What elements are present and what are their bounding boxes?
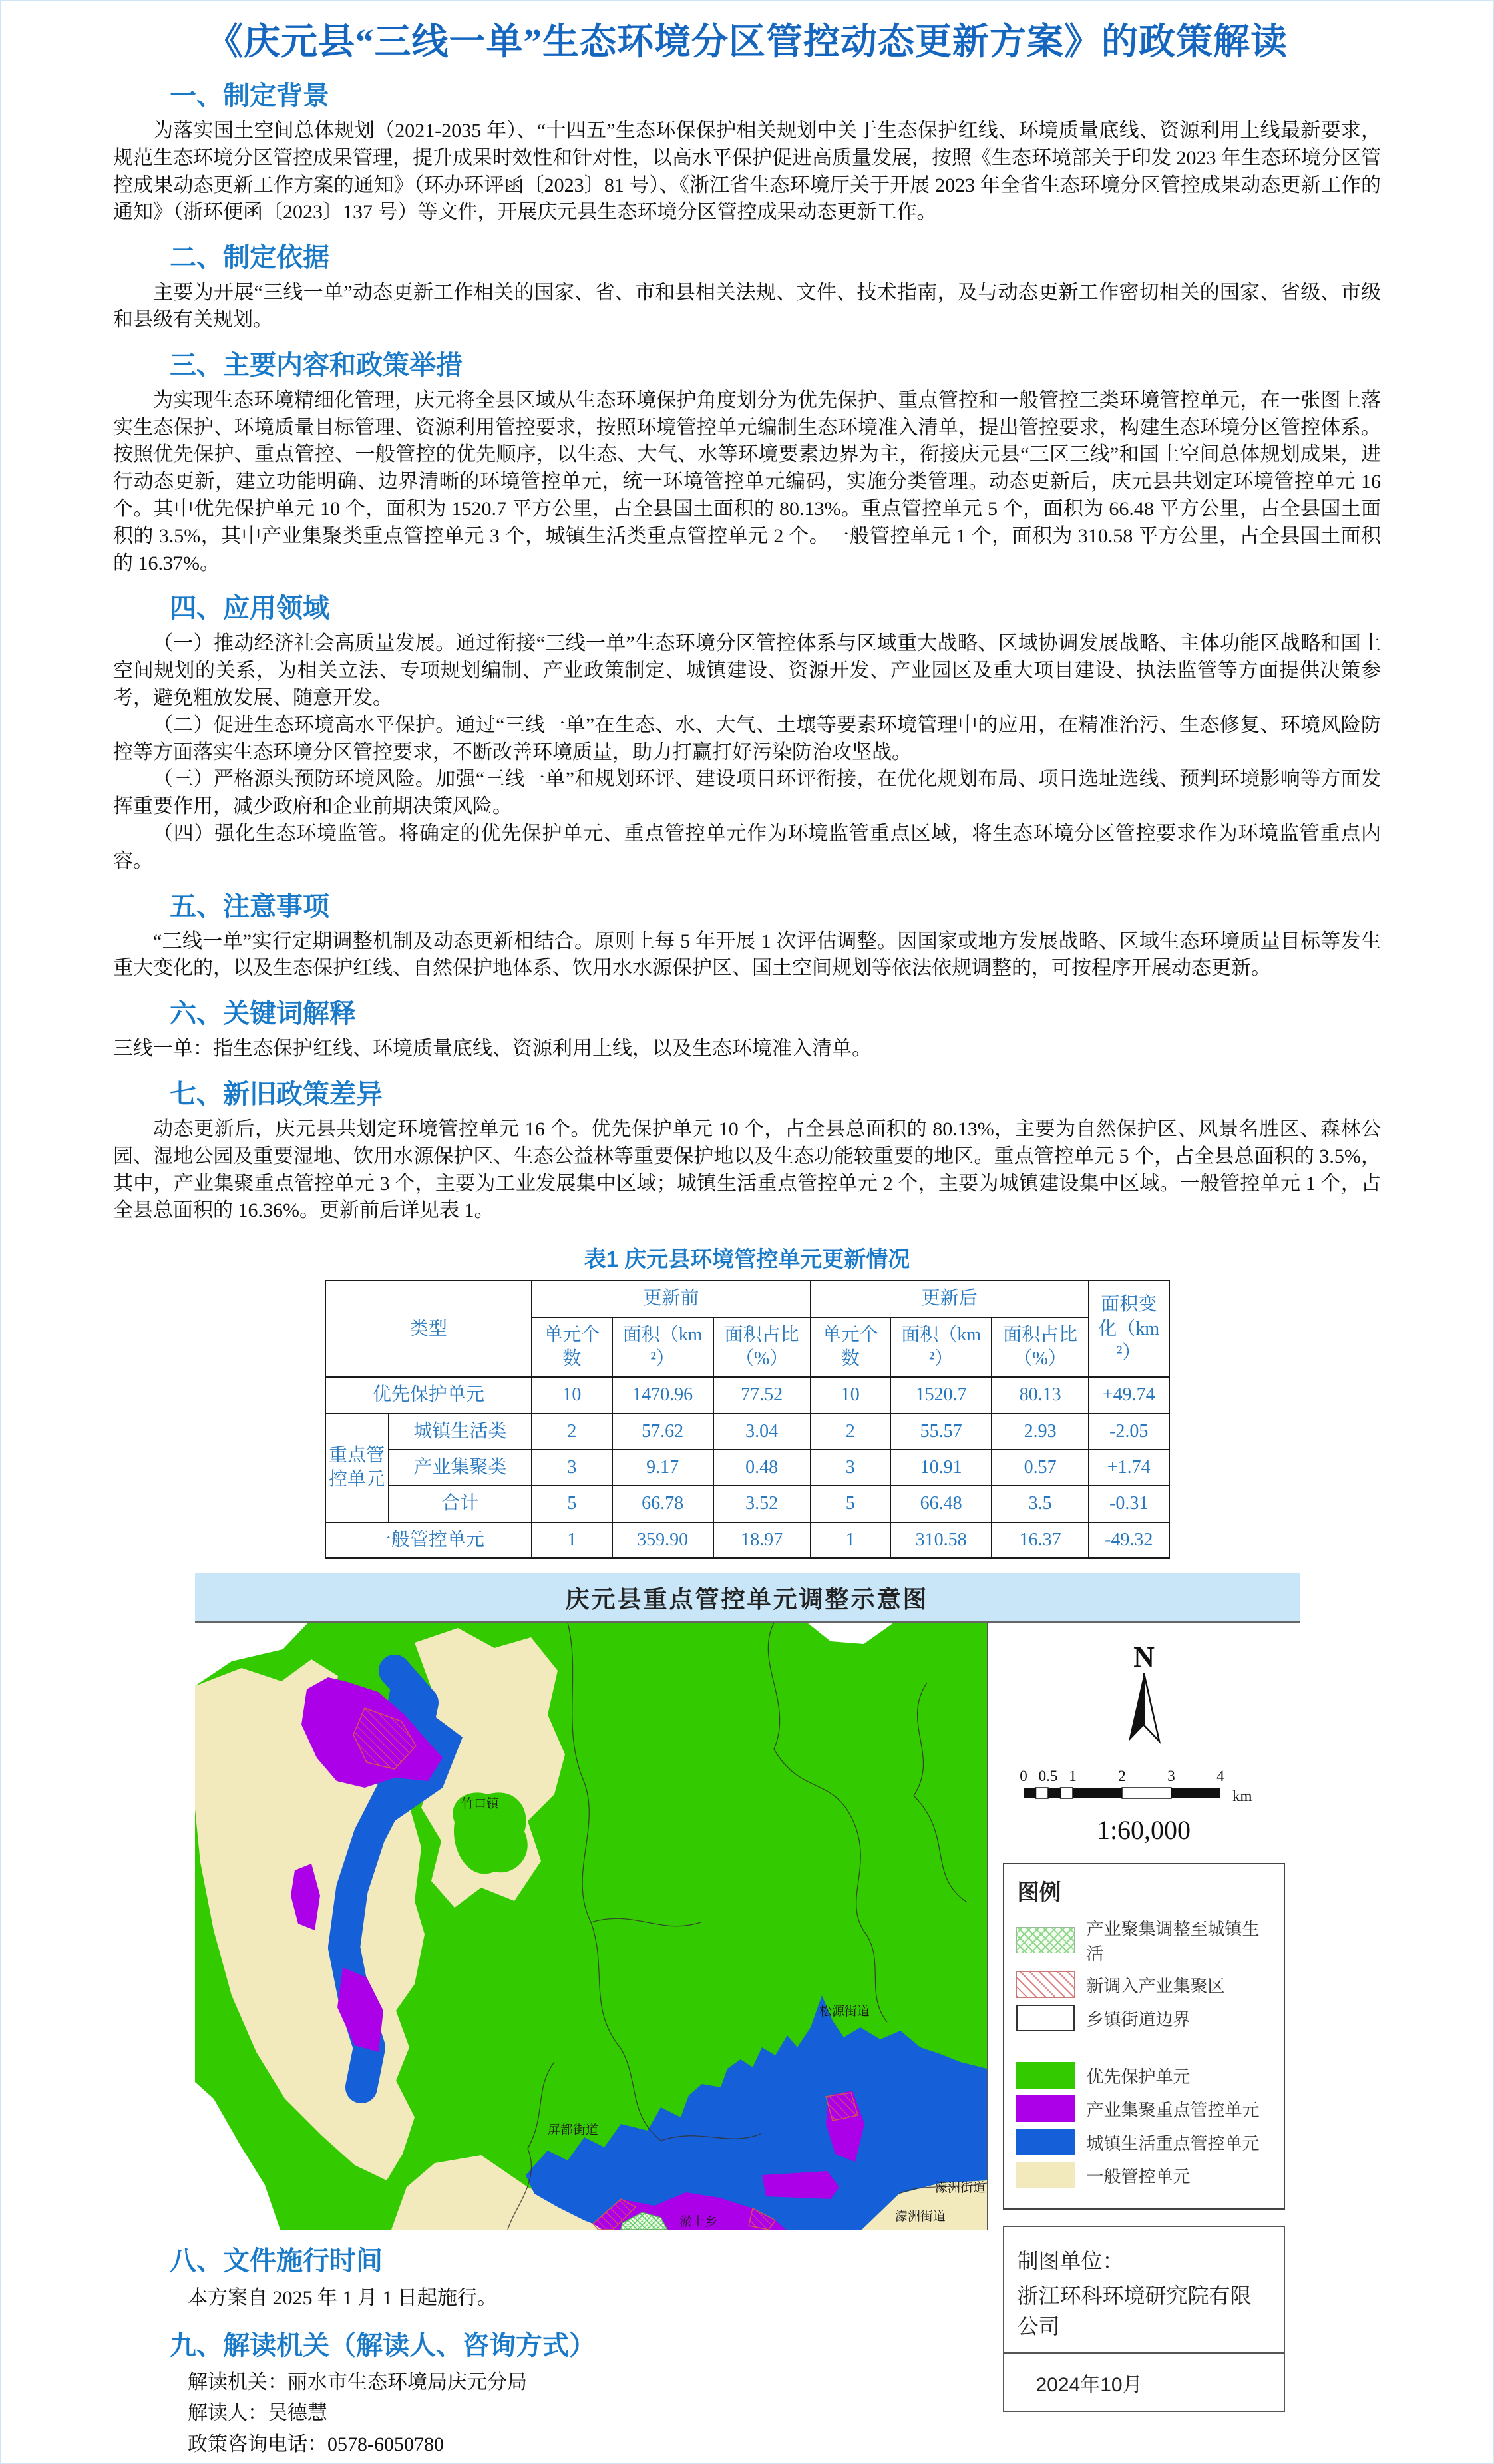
section-heading-background: 一、制定背景: [170, 81, 329, 110]
row-label: 优先保护单元: [325, 1377, 532, 1413]
cell: +49.74: [1089, 1377, 1169, 1413]
legend-item: [1016, 1971, 1272, 1998]
legend-item: [1016, 2162, 1272, 2188]
county-map: [195, 1623, 987, 2230]
section-heading-notes: 五、注意事项: [170, 891, 329, 921]
section-heading-policy-diff: 七、新旧政策差异: [170, 1079, 383, 1109]
scale-tick: 0.5: [1038, 1768, 1057, 1785]
section-heading-basis: 二、制定依据: [170, 243, 329, 273]
cell: 16.37: [992, 1522, 1089, 1558]
cell: 3: [811, 1450, 890, 1486]
section-paragraph: （一）推动经济社会高质量发展。通过衔接“三线一单”生态环境分区管控体系与区域重大战略、区域协调发展战略、主体功能区战略和国土空间规划的关系，为相关立法、专项规划编制、产业政策制定、城镇建设、资源开发、产业园区及重大项目建设、执法监管等方面提供决策参考，避免粗放发展、随意开发。: [113, 632, 1381, 709]
section-heading-application: 四、应用领域: [170, 594, 329, 624]
scale-bar: [1014, 1766, 1274, 1810]
cell: 0.57: [992, 1450, 1089, 1486]
interpreting-agency-line: 解读机关：丽水市生态环境局庆元分局: [188, 2371, 527, 2393]
cell: 10: [811, 1377, 890, 1413]
cell: 5: [532, 1486, 612, 1522]
scale-tick: 0: [1019, 1768, 1027, 1785]
scale-tick: 1: [1068, 1768, 1077, 1785]
legend-label: 产业聚集调整至城镇生活: [1086, 1920, 1260, 1964]
cell: 3.04: [713, 1414, 811, 1450]
col-header-unit-count: 单元个数: [811, 1317, 890, 1378]
legend-title: 图例: [1017, 1880, 1061, 1905]
cell: 10: [532, 1377, 612, 1413]
place-label-songyuan: 松源街道: [819, 2005, 870, 2019]
section-paragraph: 三线一单：指生态保护红线、环境质量底线、资源利用上线，以及生态环境准入清单。: [113, 1038, 872, 1060]
map-credit: [1003, 2226, 1285, 2412]
legend-item: [1016, 2095, 1272, 2122]
north-arrow-left: [1129, 1673, 1144, 1741]
cell: 77.52: [713, 1377, 811, 1413]
section-paragraph: （二）促进生态环境高水平保护。通过“三线一单”在生态、水、大气、土壤等要素环境管理中的应用，在精准治污、生态修复、环境风险防控等方面落实生态环境分区管控要求，不断改善环境质量，助力打赢打好污染防治攻坚战。: [113, 714, 1381, 763]
cell: 57.62: [612, 1414, 713, 1450]
swatch-new-industry-icon: [1016, 1971, 1075, 1998]
scale-tick: 4: [1216, 1768, 1224, 1785]
cell: 2: [811, 1414, 890, 1450]
section-heading-effective-date: 八、文件施行时间: [170, 2246, 383, 2276]
table-row: [325, 1377, 1169, 1413]
scale-unit: km: [1232, 1788, 1252, 1805]
cell: +1.74: [1089, 1450, 1169, 1486]
cell: 2.93: [992, 1414, 1089, 1450]
table-row: [325, 1450, 1169, 1486]
cell: 66.48: [890, 1486, 992, 1522]
col-header-area-change: 面积变化（km²）: [1089, 1281, 1169, 1377]
section-paragraph: 为落实国土空间总体规划（2021-2035 年）、“十四五”生态环保保护相关规划中关于生态保护红线、环境质量底线、资源利用上线最新要求，规范生态环境分区管控成果管理，提升成果时效性和针对性，以高水平保护促进高质量发展，按照《生态环境部关于印发 2023 年生态环境分区管控成果动态更新工作方案的通知》（环办环评函〔2023〕81 号）、《浙江省生态环境厅关于开展 2023 年全省生态环境分区管控成果动态更新工作的通知》（浙环便函〔2023〕137 号）等文件，开展庆元县生态环境分区管控成果动态更新工作。: [113, 120, 1381, 224]
col-header-after: 更新后: [811, 1281, 1089, 1317]
swatch-industry-to-urban-icon: [1016, 1927, 1075, 1953]
scale-tick: 3: [1167, 1768, 1175, 1785]
scale-ratio-text: 1:60,000: [1096, 1815, 1191, 1846]
map-region-industry-se-2: [762, 2171, 839, 2199]
cell: -0.31: [1089, 1486, 1169, 1522]
cell: 66.78: [612, 1486, 713, 1522]
scale-tick: 2: [1117, 1768, 1126, 1785]
consult-phone-line: 政策咨询电话：0578-6050780: [188, 2433, 444, 2455]
section-paragraph: （三）严格源头预防环境风险。加强“三线一单”和规划环评、建设项目环评衔接，在优化规划布局、项目选址选线、预判环境影响等方面发挥重要作用，减少政府和企业前期决策风险。: [113, 768, 1381, 818]
legend-item: [1016, 2062, 1272, 2089]
swatch-township-boundary-icon: [1016, 2005, 1075, 2031]
legend-item: [1016, 2129, 1272, 2155]
swatch-general-control-icon: [1016, 2162, 1075, 2188]
legend-item: [1016, 2005, 1272, 2031]
control-units-table: [325, 1280, 1170, 1559]
section-paragraph: 动态更新后，庆元县共划定环境管控单元 16 个。优先保护单元 10 个，占全县总面积的 80.13%，主要为自然保护区、风景名胜区、森林公园、湿地公园及重要湿地、饮用水源保护区、生态公益林等重要保护地以及生态功能较重要的地区。重点管控单元 5 个，占全县总面积的 3.5%，其中，产业集聚重点管控单元 3 个，主要为工业发展集中区域；城镇生活重点管控单元 2 个，主要为城镇建设集中区域。一般管控单元 1 个，占全县总面积的 16.36%。更新前后详见表 1。: [113, 1118, 1381, 1222]
legend-label: 乡镇街道边界: [1086, 2009, 1191, 2029]
cell: 1520.7: [890, 1377, 992, 1413]
swatch-priority-protection-icon: [1016, 2062, 1075, 2089]
legend-label: 优先保护单元: [1086, 2067, 1191, 2087]
document-body: [1, 81, 1493, 1559]
north-arrow-right: [1144, 1673, 1159, 1741]
section-heading-keywords: 六、关键词解释: [170, 999, 356, 1029]
legend-label: 一般管控单元: [1086, 2166, 1191, 2186]
place-label-mengzhou-east: 濛洲街道: [934, 2181, 986, 2196]
table-caption: 表1 庆元县环境管控单元更新情况: [584, 1247, 910, 1272]
table-row: [325, 1486, 1169, 1522]
place-label-pingdu: 屏都街道: [547, 2123, 598, 2138]
cell: 0.48: [713, 1450, 811, 1486]
col-header-type: 类型: [325, 1281, 532, 1377]
cell: 55.57: [890, 1414, 992, 1450]
map-title: 庆元县重点管控单元调整示意图: [195, 1573, 1300, 1623]
section-heading-main-content: 三、主要内容和政策举措: [170, 350, 463, 380]
legend-item: [1016, 1916, 1272, 1965]
table-row: [325, 1414, 1169, 1450]
map-legend: [1003, 1863, 1285, 2210]
north-arrow-icon: [1101, 1641, 1187, 1754]
section-heading-interpreting-agency: 九、解读机关（解读人、咨询方式）: [170, 2330, 596, 2360]
col-header-area: 面积（km²）: [612, 1317, 713, 1378]
legend-label: 新调入产业集聚区: [1086, 1976, 1225, 1996]
interpreter-line: 解读人：吴德慧: [188, 2402, 327, 2425]
cell: 359.90: [612, 1522, 713, 1558]
place-label-yushang: 淤上乡: [679, 2215, 717, 2230]
place-label-zhukou: 竹口镇: [461, 1797, 499, 1812]
cell: 18.97: [713, 1522, 811, 1558]
section-paragraph: （四）强化生态环境监管。将确定的优先保护单元、重点管控单元作为环境监管重点区域，将生态环境分区管控要求作为环境监管重点内容。: [113, 822, 1381, 872]
map-side-panel: [987, 1623, 1300, 2397]
north-label: N: [1133, 1641, 1155, 1674]
scale-bar-segments: [1024, 1788, 1220, 1798]
cell: 2: [532, 1414, 612, 1450]
col-header-area: 面积（km²）: [890, 1317, 992, 1378]
swatch-industry-key-control-icon: [1016, 2095, 1075, 2122]
section-paragraph: 为实现生态环境精细化管理，庆元将全县区域从生态环境保护角度划分为优先保护、重点管控和一般管控三类环境管控单元，在一张图上落实生态保护、环境质量目标管理、资源利用管控要求，按照环境管控单元编制生态环境准入清单，提出管控要求，构建生态环境分区管控体系。按照优先保护、重点管控、一般管控的优先顺序，以生态、大气、水等环境要素边界为主，衔接庆元县“三区三线”和国土空间总体规划成果，进行动态更新，建立功能明确、边界清晰的环境管控单元，统一环境管控单元编码，实施分类管理。动态更新后，庆元县共划定环境管控单元 16 个。其中优先保护单元 10 个，面积为 1520.7 平方公里，占全县国土面积的 80.13%。重点管控单元 5 个，面积为 66.48 平方公里，占全县国土面积的 3.5%，其中产业集聚类重点管控单元 3 个，城镇生活类重点管控单元 2 个。一般管控单元 1 个，面积为 310.58 平方公里，占全县国土面积的 16.37%。: [113, 389, 1381, 574]
row-label: 一般管控单元: [325, 1522, 532, 1558]
col-header-before: 更新前: [532, 1281, 810, 1317]
place-label-mengzhou-south: 濛洲街道: [894, 2210, 946, 2224]
legend-label: 城镇生活重点管控单元: [1086, 2133, 1260, 2153]
cell: 3.52: [713, 1486, 811, 1522]
cell: 1470.96: [612, 1377, 713, 1413]
row-label: 城镇生活类: [389, 1414, 532, 1450]
cell: 310.58: [890, 1522, 992, 1558]
cell: 5: [811, 1486, 890, 1522]
cell: 3.5: [992, 1486, 1089, 1522]
col-header-ratio: 面积占比（%）: [713, 1317, 811, 1378]
row-label: 合计: [389, 1486, 532, 1522]
cell: 9.17: [612, 1450, 713, 1486]
credit-label: 制图单位：: [1017, 2249, 1124, 2274]
table-row: [325, 1522, 1169, 1558]
cell: 1: [532, 1522, 612, 1558]
swatch-urban-key-control-icon: [1016, 2129, 1075, 2155]
cell: -2.05: [1089, 1414, 1169, 1450]
credit-divider: [1004, 2352, 1284, 2354]
cell: -49.32: [1089, 1522, 1169, 1558]
effective-date-text: 本方案自 2025 年 1 月 1 日起施行。: [188, 2287, 497, 2310]
col-header-unit-count: 单元个数: [532, 1317, 612, 1378]
col-header-ratio: 面积占比（%）: [992, 1317, 1089, 1378]
row-label: 产业集聚类: [389, 1450, 532, 1486]
legend-label: 产业集聚重点管控单元: [1086, 2100, 1260, 2120]
cell: 10.91: [890, 1450, 992, 1486]
section-paragraph: 主要为开展“三线一单”动态更新工作相关的国家、省、市和县相关法规、文件、技术指南，及与动态更新工作密切相关的国家、省级、市级和县级有关规划。: [113, 282, 1381, 331]
page-title: 《庆元县“三线一单”生态环境分区管控动态更新方案》的政策解读: [206, 21, 1288, 62]
credit-date: 2024年10月: [1035, 2374, 1143, 2397]
credit-org: 浙江环科环境研究院有限公司: [1017, 2284, 1252, 2339]
table-header-row: [325, 1281, 1169, 1317]
cell: 3: [532, 1450, 612, 1486]
cell: 1: [811, 1522, 890, 1558]
row-group-label: 重点管控单元: [325, 1414, 389, 1522]
section-paragraph: “三线一单”实行定期调整机制及动态更新相结合。原则上每 5 年开展 1 次评估调整。因国家或地方发展战略、区域生态环境质量目标等发生重大变化的，以及生态保护红线、自然保护地体系、饮用水水源保护区、国土空间规划等依法依规调整的，可按程序开展动态更新。: [113, 930, 1381, 980]
cell: 80.13: [992, 1377, 1089, 1413]
